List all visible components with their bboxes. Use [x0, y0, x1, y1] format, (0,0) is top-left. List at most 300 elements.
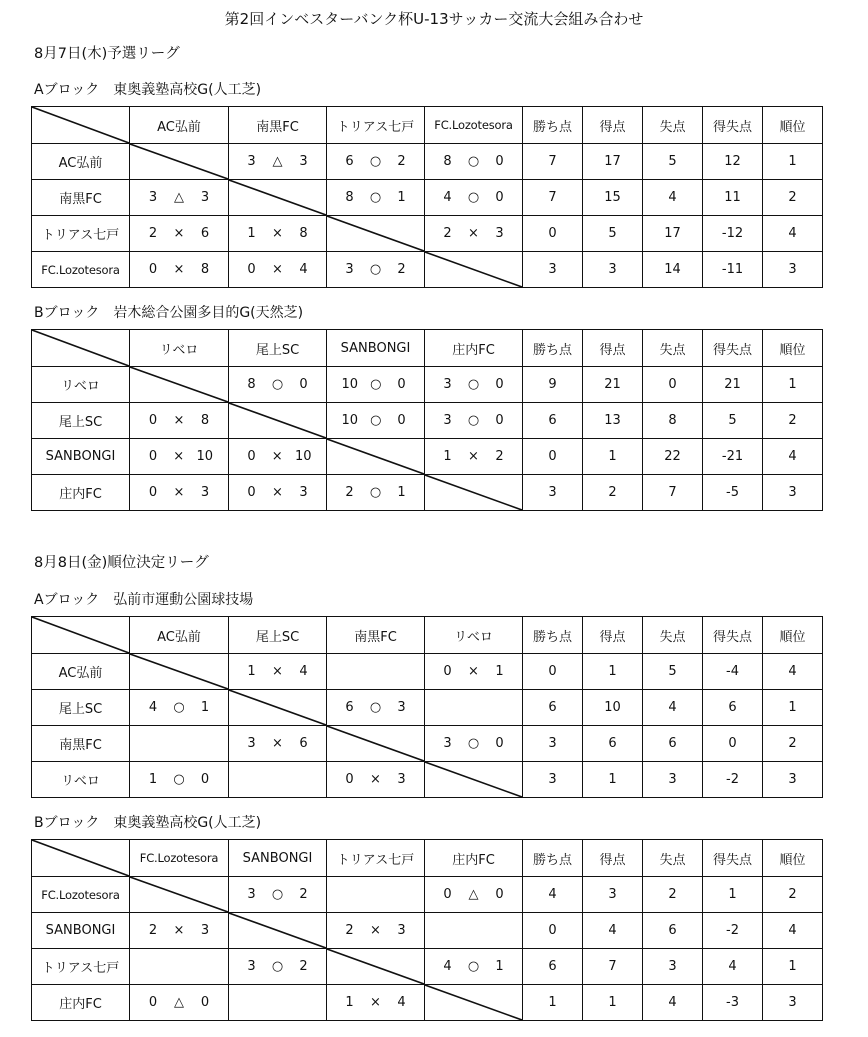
- goals-against: 2: [397, 154, 406, 169]
- result-mark: ×: [272, 226, 283, 241]
- match-result: [327, 144, 425, 180]
- result-mark: △: [272, 154, 283, 169]
- match-result: [229, 877, 327, 913]
- goals-against: 1: [495, 664, 504, 679]
- result-mark: △: [468, 887, 479, 902]
- day-2-heading: 8月8日(金)順位決定リーグ: [34, 555, 209, 571]
- goals-against: 1: [397, 190, 406, 205]
- day-1-block-b-table: [31, 329, 823, 511]
- goals-scored: 17: [583, 144, 643, 180]
- table-row: [32, 144, 823, 180]
- match-result: [327, 180, 425, 216]
- column-header: FC.Lozotesora: [425, 107, 523, 144]
- self-match-cell: [327, 949, 425, 985]
- score: [440, 959, 508, 974]
- diagonal-line: [229, 403, 326, 438]
- match-result: [130, 403, 229, 439]
- goals-against: 10: [196, 449, 213, 464]
- score: [342, 700, 410, 715]
- score: [440, 736, 508, 751]
- diagonal-line: [229, 690, 326, 725]
- result-mark: ×: [173, 413, 185, 428]
- goals-for: 8: [345, 190, 354, 205]
- column-header: 勝ち点: [523, 840, 583, 877]
- goals-against: 1: [200, 700, 210, 715]
- goals-scored: 13: [583, 403, 643, 439]
- rank: 3: [763, 475, 823, 511]
- column-header: 順位: [763, 617, 823, 654]
- match-result: [425, 403, 523, 439]
- points: 9: [523, 367, 583, 403]
- column-header: 庄内FC: [425, 330, 523, 367]
- goals-conceded: 3: [643, 762, 703, 798]
- rank: 1: [763, 949, 823, 985]
- match-result: [130, 475, 229, 511]
- column-header: FC.Lozotesora: [130, 840, 229, 877]
- goals-for: 8: [443, 154, 452, 169]
- goal-difference: 11: [703, 180, 763, 216]
- goals-against: 2: [495, 449, 504, 464]
- score: [145, 772, 213, 787]
- day-1-block-b-heading: Bブロック 岩木総合公園多目的G(天然芝): [34, 305, 304, 321]
- match-result: [327, 252, 425, 288]
- goals-against: 0: [397, 413, 406, 428]
- day-2-block-b-heading: Bブロック 東奥義塾高校G(人工芝): [34, 815, 262, 831]
- diagonal-line: [130, 877, 228, 912]
- result-mark: ○: [467, 413, 480, 428]
- points: 6: [523, 690, 583, 726]
- match-result: [425, 144, 523, 180]
- goals-for: 2: [345, 923, 354, 938]
- goals-against: 3: [397, 923, 406, 938]
- column-header: 庄内FC: [425, 840, 523, 877]
- table-row: [32, 252, 823, 288]
- goals-scored: 15: [583, 180, 643, 216]
- table-row: [32, 180, 823, 216]
- result-mark: △: [174, 190, 184, 205]
- points: 3: [523, 762, 583, 798]
- goals-scored: 4: [583, 913, 643, 949]
- match-result: [425, 877, 523, 913]
- team-name: AC弘前: [32, 654, 130, 690]
- score: [440, 887, 508, 902]
- rank: 4: [763, 654, 823, 690]
- match-result: [327, 762, 425, 798]
- result-mark: ○: [271, 959, 284, 974]
- points: 7: [523, 180, 583, 216]
- goals-for: 0: [148, 262, 158, 277]
- result-mark: ×: [370, 772, 381, 787]
- score: [342, 923, 410, 938]
- match-result: [130, 913, 229, 949]
- goals-for: 0: [148, 485, 158, 500]
- match-result: [229, 252, 327, 288]
- goals-for: 0: [443, 887, 452, 902]
- result-mark: ○: [271, 887, 284, 902]
- goals-against: 8: [200, 413, 210, 428]
- score: [342, 154, 410, 169]
- score: [145, 413, 213, 428]
- table-row: [32, 216, 823, 252]
- score: [244, 736, 312, 751]
- column-header: 尾上SC: [229, 330, 327, 367]
- team-name: 尾上SC: [32, 403, 130, 439]
- goals-against: 3: [299, 485, 308, 500]
- team-name: FC.Lozotesora: [32, 252, 130, 288]
- result-mark: ×: [173, 449, 185, 464]
- rank: 3: [763, 252, 823, 288]
- result-mark: ○: [369, 154, 382, 169]
- score: [440, 226, 508, 241]
- diagonal-line: [229, 913, 326, 948]
- goals-against: 1: [495, 959, 504, 974]
- goals-for: 3: [345, 262, 354, 277]
- score: [145, 700, 213, 715]
- match-result: [425, 180, 523, 216]
- goals-against: 0: [495, 736, 504, 751]
- goals-for: 0: [247, 449, 256, 464]
- result-mark: ○: [369, 485, 382, 500]
- diagonal-line: [130, 367, 228, 402]
- goals-against: 0: [200, 995, 210, 1010]
- document-title: 第2回インベスターバンク杯U-13サッカー交流大会組み合わせ: [224, 10, 644, 28]
- result-mark: ○: [467, 736, 480, 751]
- score: [440, 154, 508, 169]
- result-mark: ×: [272, 736, 283, 751]
- day-1-block-a-heading: Aブロック 東奥義塾高校G(人工芝): [34, 82, 262, 98]
- goals-against: 0: [495, 154, 504, 169]
- goals-scored: 6: [583, 726, 643, 762]
- goals-for: 6: [345, 700, 354, 715]
- header-row: [32, 840, 823, 877]
- goals-conceded: 4: [643, 985, 703, 1021]
- result-mark: ×: [370, 923, 381, 938]
- goals-for: 4: [443, 959, 452, 974]
- column-header: 得失点: [703, 617, 763, 654]
- result-mark: ×: [272, 262, 283, 277]
- goals-against: 0: [495, 413, 504, 428]
- result-mark: ○: [173, 772, 185, 787]
- column-header: AC弘前: [130, 617, 229, 654]
- rank: 4: [763, 216, 823, 252]
- column-header: 得点: [583, 107, 643, 144]
- goals-against: 2: [299, 887, 308, 902]
- day-1-block-a-table: [31, 106, 823, 288]
- match-result: [425, 439, 523, 475]
- goals-for: 3: [443, 377, 452, 392]
- result-mark: ×: [173, 485, 185, 500]
- goals-for: 1: [443, 449, 452, 464]
- score: [244, 377, 312, 392]
- self-match-cell: [130, 877, 229, 913]
- column-header: 尾上SC: [229, 617, 327, 654]
- goals-against: 0: [397, 377, 406, 392]
- match-result: [130, 180, 229, 216]
- goals-for: 1: [148, 772, 158, 787]
- goals-against: 6: [200, 226, 210, 241]
- team-name: 庄内FC: [32, 985, 130, 1021]
- score: [342, 377, 410, 392]
- score: [440, 190, 508, 205]
- goals-against: 3: [200, 485, 210, 500]
- goals-for: 3: [247, 736, 256, 751]
- column-header: 順位: [763, 107, 823, 144]
- goals-for: 1: [247, 664, 256, 679]
- match-result: [229, 654, 327, 690]
- match-result: [229, 762, 327, 798]
- diagonal-line: [425, 985, 522, 1020]
- corner-cell: [32, 107, 130, 144]
- self-match-cell: [425, 252, 523, 288]
- result-mark: ×: [271, 449, 283, 464]
- score: [244, 154, 312, 169]
- column-header: リベロ: [130, 330, 229, 367]
- column-header: 失点: [643, 617, 703, 654]
- column-header: トリアス七戸: [327, 107, 425, 144]
- match-result: [229, 144, 327, 180]
- result-mark: ○: [173, 700, 185, 715]
- goals-scored: 1: [583, 439, 643, 475]
- goals-conceded: 17: [643, 216, 703, 252]
- self-match-cell: [425, 475, 523, 511]
- rank: 3: [763, 762, 823, 798]
- goals-for: 0: [443, 664, 452, 679]
- goals-for: 3: [247, 887, 256, 902]
- match-result: [425, 949, 523, 985]
- diagonal-line: [32, 840, 129, 876]
- rank: 1: [763, 367, 823, 403]
- table-row: [32, 403, 823, 439]
- rank: 2: [763, 726, 823, 762]
- diagonal-line: [327, 726, 424, 761]
- diagonal-line: [32, 107, 129, 143]
- goal-difference: -4: [703, 654, 763, 690]
- score: [244, 664, 312, 679]
- score: [440, 413, 508, 428]
- diagonal-line: [130, 144, 228, 179]
- result-mark: ×: [173, 226, 185, 241]
- result-mark: ○: [467, 959, 480, 974]
- goals-against: 3: [200, 923, 210, 938]
- column-header: 失点: [643, 107, 703, 144]
- goals-for: 4: [443, 190, 452, 205]
- goals-for: 4: [148, 700, 158, 715]
- result-mark: ×: [173, 262, 185, 277]
- score: [244, 262, 312, 277]
- self-match-cell: [425, 762, 523, 798]
- score: [342, 485, 410, 500]
- match-result: [425, 726, 523, 762]
- goals-against: 0: [200, 772, 210, 787]
- score: [440, 664, 508, 679]
- goals-conceded: 4: [643, 180, 703, 216]
- diagonal-line: [327, 439, 424, 474]
- match-result: [229, 726, 327, 762]
- rank: 1: [763, 144, 823, 180]
- goals-conceded: 5: [643, 144, 703, 180]
- goals-against: 4: [299, 664, 308, 679]
- goals-against: 8: [200, 262, 210, 277]
- goals-for: 1: [247, 226, 256, 241]
- match-result: [425, 913, 523, 949]
- table-row: [32, 949, 823, 985]
- goals-against: 2: [299, 959, 308, 974]
- goals-against: 10: [294, 449, 312, 464]
- goals-against: 0: [495, 887, 504, 902]
- match-result: [327, 985, 425, 1021]
- result-mark: ×: [468, 449, 479, 464]
- team-name: リベロ: [32, 762, 130, 798]
- match-result: [327, 367, 425, 403]
- points: 0: [523, 216, 583, 252]
- goals-scored: 10: [583, 690, 643, 726]
- score: [145, 190, 213, 205]
- diagonal-line: [130, 654, 228, 689]
- goals-scored: 21: [583, 367, 643, 403]
- score: [244, 485, 312, 500]
- match-result: [229, 985, 327, 1021]
- self-match-cell: [130, 654, 229, 690]
- self-match-cell: [229, 403, 327, 439]
- score: [342, 413, 410, 428]
- diagonal-line: [327, 216, 424, 251]
- goals-for: 2: [148, 923, 158, 938]
- score: [145, 995, 213, 1010]
- score: [342, 772, 410, 787]
- result-mark: ○: [369, 190, 382, 205]
- score: [244, 226, 312, 241]
- goals-conceded: 2: [643, 877, 703, 913]
- result-mark: ○: [467, 154, 480, 169]
- match-result: [229, 216, 327, 252]
- result-mark: ×: [468, 664, 479, 679]
- goals-against: 3: [495, 226, 504, 241]
- rank: 2: [763, 877, 823, 913]
- goal-difference: -2: [703, 762, 763, 798]
- points: 0: [523, 654, 583, 690]
- day-2-block-a-heading: Aブロック 弘前市運動公園球技場: [34, 592, 254, 608]
- match-result: [130, 762, 229, 798]
- result-mark: ○: [467, 190, 480, 205]
- goals-scored: 3: [583, 252, 643, 288]
- goals-scored: 7: [583, 949, 643, 985]
- self-match-cell: [229, 913, 327, 949]
- result-mark: ○: [271, 377, 284, 392]
- goals-conceded: 8: [643, 403, 703, 439]
- team-name: FC.Lozotesora: [32, 877, 130, 913]
- day-2-block-b-table: [31, 839, 823, 1021]
- self-match-cell: [130, 367, 229, 403]
- goals-conceded: 14: [643, 252, 703, 288]
- match-result: [229, 439, 327, 475]
- points: 6: [523, 949, 583, 985]
- column-header: 得点: [583, 330, 643, 367]
- goals-against: 6: [299, 736, 308, 751]
- goal-difference: -2: [703, 913, 763, 949]
- goal-difference: 0: [703, 726, 763, 762]
- diagonal-line: [425, 475, 522, 510]
- goals-scored: 3: [583, 877, 643, 913]
- goals-against: 8: [299, 226, 308, 241]
- goal-difference: 6: [703, 690, 763, 726]
- column-header: 失点: [643, 330, 703, 367]
- diagonal-line: [425, 762, 522, 797]
- goal-difference: 21: [703, 367, 763, 403]
- corner-cell: [32, 330, 130, 367]
- goals-for: 3: [148, 190, 158, 205]
- goals-conceded: 0: [643, 367, 703, 403]
- match-result: [425, 654, 523, 690]
- goals-conceded: 22: [643, 439, 703, 475]
- column-header: 得失点: [703, 330, 763, 367]
- goals-for: 0: [148, 449, 158, 464]
- goals-for: 0: [148, 413, 158, 428]
- result-mark: ○: [369, 262, 382, 277]
- self-match-cell: [229, 690, 327, 726]
- match-result: [425, 367, 523, 403]
- diagonal-line: [32, 330, 129, 366]
- corner-cell: [32, 617, 130, 654]
- table-row: [32, 985, 823, 1021]
- result-mark: ×: [272, 485, 283, 500]
- goals-for: 0: [247, 485, 256, 500]
- match-result: [130, 252, 229, 288]
- team-name: 南黒FC: [32, 180, 130, 216]
- table-row: [32, 913, 823, 949]
- column-header: 得点: [583, 617, 643, 654]
- header-row: [32, 330, 823, 367]
- rank: 3: [763, 985, 823, 1021]
- points: 0: [523, 439, 583, 475]
- goal-difference: -3: [703, 985, 763, 1021]
- score: [145, 485, 213, 500]
- column-header: 得失点: [703, 840, 763, 877]
- rank: 4: [763, 913, 823, 949]
- day-1-heading: 8月7日(木)予選リーグ: [34, 46, 180, 62]
- goals-for: 3: [247, 959, 256, 974]
- rank: 2: [763, 403, 823, 439]
- points: 7: [523, 144, 583, 180]
- score: [342, 995, 410, 1010]
- goals-for: 0: [345, 772, 354, 787]
- goals-against: 0: [495, 377, 504, 392]
- day-2-block-a-table: [31, 616, 823, 798]
- score: [145, 923, 213, 938]
- goals-against: 3: [299, 154, 308, 169]
- goals-scored: 1: [583, 762, 643, 798]
- points: 6: [523, 403, 583, 439]
- goals-for: 3: [443, 413, 452, 428]
- team-name: 庄内FC: [32, 475, 130, 511]
- match-result: [425, 216, 523, 252]
- points: 3: [523, 726, 583, 762]
- match-result: [130, 726, 229, 762]
- column-header: 順位: [763, 330, 823, 367]
- result-mark: ×: [173, 923, 185, 938]
- column-header: 失点: [643, 840, 703, 877]
- goals-against: 3: [200, 190, 210, 205]
- score: [145, 449, 213, 464]
- goals-conceded: 5: [643, 654, 703, 690]
- goals-for: 6: [345, 154, 354, 169]
- match-result: [229, 475, 327, 511]
- diagonal-line: [32, 617, 129, 653]
- score: [244, 449, 312, 464]
- score: [342, 262, 410, 277]
- self-match-cell: [425, 985, 523, 1021]
- goals-conceded: 6: [643, 913, 703, 949]
- goals-for: 10: [341, 413, 359, 428]
